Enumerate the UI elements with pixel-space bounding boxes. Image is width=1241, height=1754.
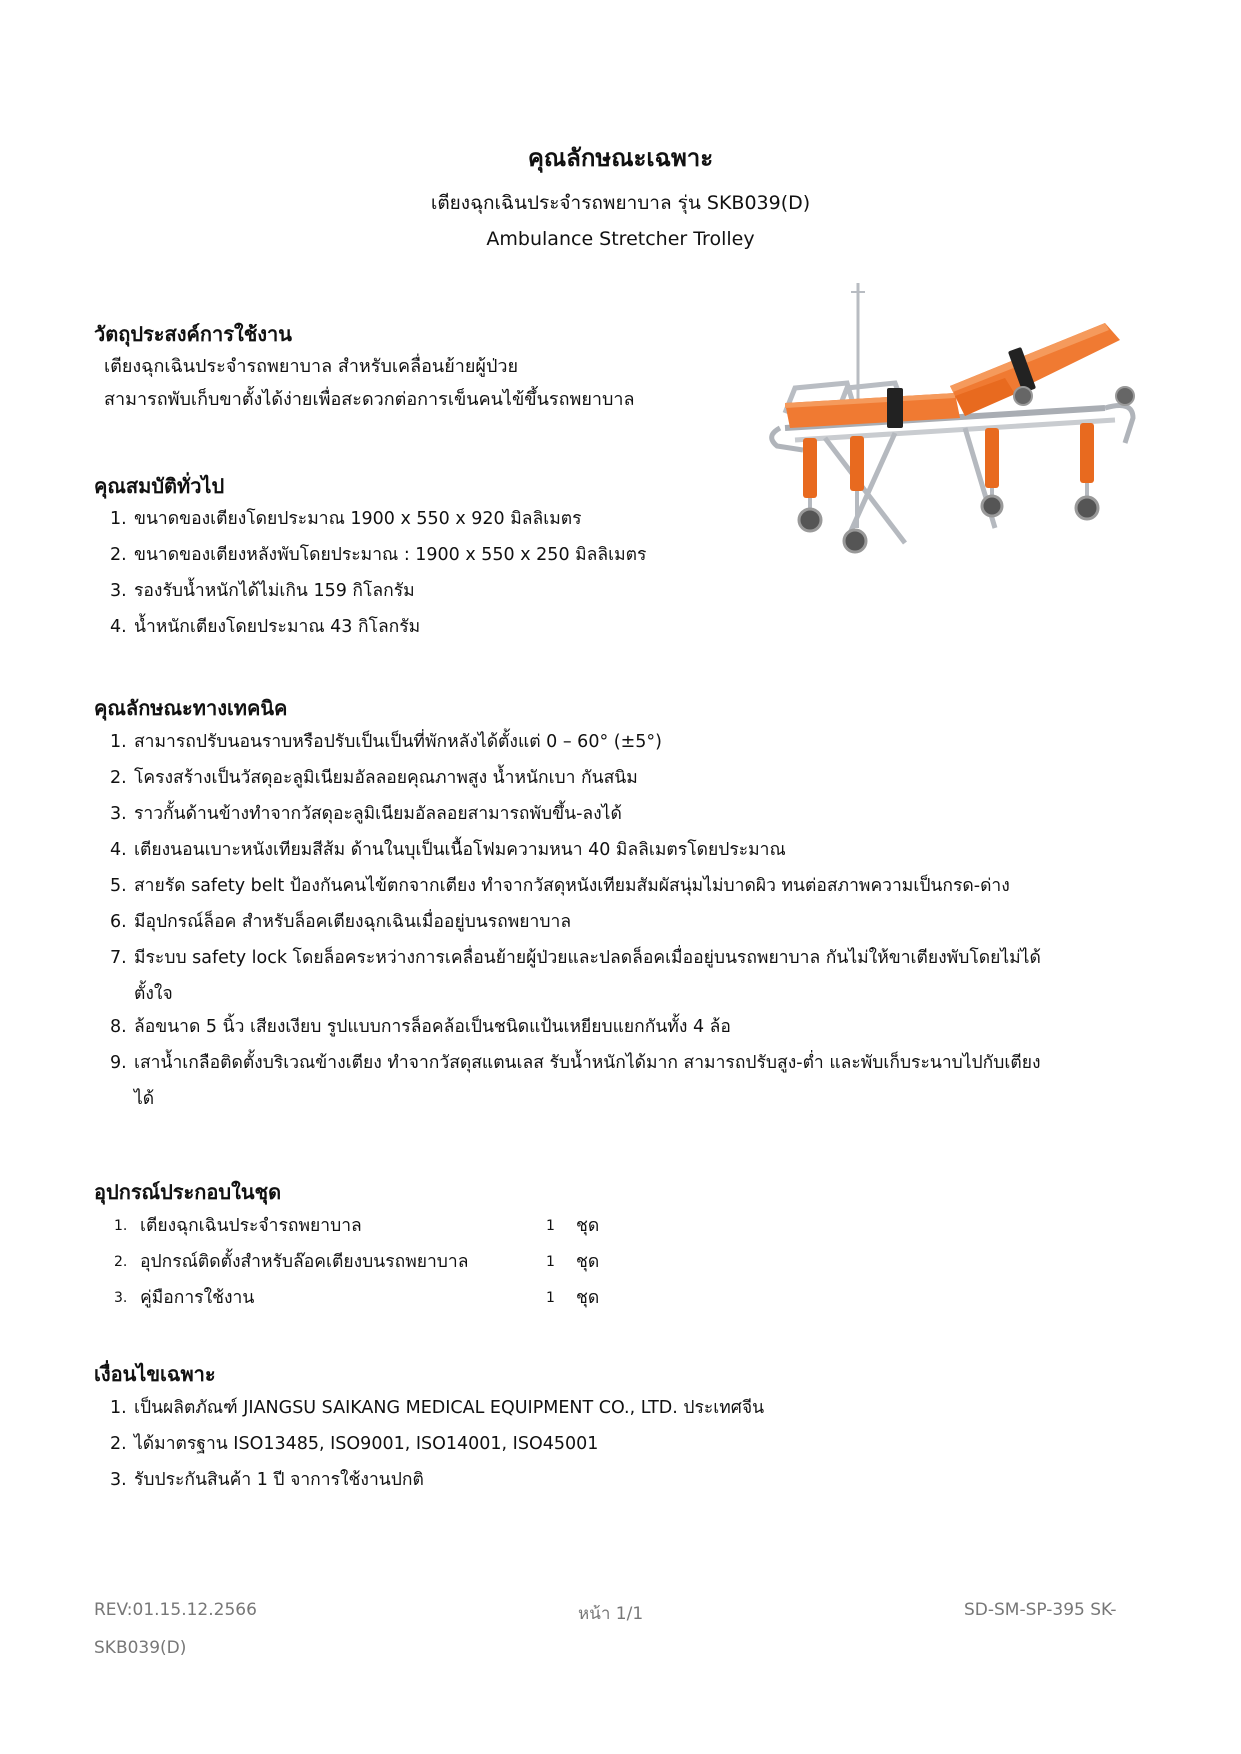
item-text: รองรับน้ำหนักได้ไม่เกิน 159 กิโลกรัม (134, 581, 415, 601)
list-item (94, 832, 1041, 868)
item-number: 6. (110, 912, 127, 932)
item-text: ขนาดของเตียงโดยประมาณ 1900 x 550 x 920 มิลลิเมตร (134, 509, 582, 529)
item-number: 1. (110, 509, 127, 529)
item-number: 3. (110, 804, 127, 824)
item-number: 1. (110, 732, 127, 752)
document-code-continued: SKB039(D) (94, 1638, 187, 1658)
document-code: SD-SM-SP-395 SK- (964, 1600, 1117, 1620)
item-text: เสาน้ำเกลือติดตั้งบริเวณข้างเตียง ทำจากวัสดุสแตนเลส รับน้ำหนักได้มาก สามารถปรับสูง-ต่ำ และพับเก็บระนาบไปกับเตียง (134, 1053, 1041, 1073)
kit-unit: ชุด (576, 1288, 600, 1308)
item-number: 3. (110, 581, 127, 601)
product-name-english: Ambulance Stretcher Trolley (486, 228, 755, 250)
revision-code: REV:01.15.12.2566 (94, 1600, 257, 1620)
page-number: หน้า 1/1 (578, 1604, 644, 1624)
purpose-heading: วัตถุประสงค์การใช้งาน (94, 322, 292, 346)
item-text: มีอุปกรณ์ล็อค สำหรับล็อคเตียงฉุกเฉินเมื่ออยู่บนรถพยาบาล (134, 912, 572, 932)
item-text: ล้อขนาด 5 นิ้ว เสียงเงียบ รูปแบบการล็อคล้อเป็นชนิดแป้นเหยียบแยกกันทั้ง 4 ล้อ (134, 1017, 731, 1037)
item-text: สายรัด safety belt ป้องกันคนไข้ตกจากเตียง ทำจากวัสดุหนังเทียมสัมผัสนุ่มไม่บาดผิว ทนต่อสภาพความเป็นกรด-ด่าง (134, 876, 1010, 896)
item-number: 2. (110, 1434, 127, 1454)
list-item (94, 796, 1041, 832)
kit-heading: อุปกรณ์ประกอบในชุด (94, 1180, 282, 1204)
kit-number: 3. (114, 1290, 128, 1306)
kit-quantity: 1 (546, 1218, 555, 1234)
kit-number: 2. (114, 1254, 128, 1270)
list-item (94, 940, 1041, 1009)
purpose-line: สามารถพับเก็บขาตั้งได้ง่ายเพื่อสะดวกต่อการเข็นคนไข้ขึ้นรถพยาบาล (104, 389, 635, 410)
product-name-thai: เตียงฉุกเฉินประจำรถพยาบาล รุ่น SKB039(D) (430, 192, 811, 214)
item-text: รับประกันสินค้า 1 ปี จาการใช้งานปกติ (134, 1470, 424, 1490)
kit-unit: ชุด (576, 1252, 600, 1272)
item-text: เตียงนอนเบาะหนังเทียมสีส้ม ด้านในบุเป็นเนื้อโฟมความหนา 40 มิลลิเมตรโดยประมาณ (134, 840, 786, 860)
list-item (94, 724, 1041, 760)
item-number: 5. (110, 876, 127, 896)
list-item (94, 868, 1041, 904)
item-text: สามารถปรับนอนราบหรือปรับเป็นเป็นที่พักหลังได้ตั้งแต่ 0 – 60° (±5°) (134, 732, 662, 752)
kit-quantity: 1 (546, 1290, 555, 1306)
list-item (94, 609, 646, 645)
list-item (94, 1045, 1041, 1114)
list-item (94, 760, 1041, 796)
item-number: 3. (110, 1470, 127, 1490)
general-heading: คุณสมบัติทั่วไป (94, 474, 225, 498)
kit-unit: ชุด (576, 1216, 600, 1236)
item-text: น้ำหนักเตียงโดยประมาณ 43 กิโลกรัม (134, 617, 421, 637)
conditions-list (94, 1390, 764, 1498)
item-text: มีระบบ safety lock โดยล็อคระหว่างการเคลื่อนย้ายผู้ป่วยและปลดล็อคเมื่ออยู่บนรถพยาบาล กันไม่ให้ขาเตียงพับโดยไม่ได้ (134, 948, 1041, 968)
item-text: เป็นผลิตภัณฑ์ JIANGSU SAIKANG MEDICAL EQUIPMENT CO., LTD. ประเทศจีน (134, 1398, 765, 1418)
document-title: คุณลักษณะเฉพาะ (527, 144, 714, 172)
purpose-line: เตียงฉุกเฉินประจำรถพยาบาล สำหรับเคลื่อนย้ายผู้ป่วย (104, 356, 519, 377)
item-text: ราวกั้นด้านข้างทำจากวัสดุอะลูมิเนียมอัลลอยสามารถพับขึ้น-ลงได้ (134, 804, 622, 824)
kit-number: 1. (114, 1218, 128, 1234)
item-text: ได้มาตรฐาน ISO13485, ISO9001, ISO14001, ISO45001 (134, 1434, 599, 1454)
item-number: 2. (110, 768, 127, 788)
item-text-continued: ได้ (134, 1089, 155, 1109)
item-number: 8. (110, 1017, 127, 1037)
kit-item-name: คู่มือการใช้งาน (140, 1288, 255, 1308)
list-item (94, 501, 646, 537)
list-item (94, 1390, 764, 1426)
technical-heading: คุณลักษณะทางเทคนิค (94, 696, 288, 720)
stretcher-product-image (755, 278, 1155, 623)
list-item (94, 573, 646, 609)
item-text: โครงสร้างเป็นวัสดุอะลูมิเนียมอัลลอยคุณภาพสูง น้ำหนักเบา กันสนิม (134, 768, 638, 788)
general-list (94, 501, 646, 645)
list-item (94, 1426, 764, 1462)
list-item (94, 1009, 1041, 1045)
technical-list (94, 724, 1041, 1114)
list-item (94, 1462, 764, 1498)
conditions-heading: เงื่อนไขเฉพาะ (94, 1362, 216, 1386)
item-text: ขนาดของเตียงหลังพับโดยประมาณ : 1900 x 550 x 250 มิลลิเมตร (134, 545, 647, 565)
item-number: 7. (110, 948, 127, 968)
list-item (94, 904, 1041, 940)
item-number: 9. (110, 1053, 127, 1073)
kit-item-name: อุปกรณ์ติดตั้งสำหรับล๊อคเตียงบนรถพยาบาล (140, 1252, 469, 1272)
kit-quantity: 1 (546, 1254, 555, 1270)
item-number: 4. (110, 617, 127, 637)
kit-item-name: เตียงฉุกเฉินประจำรถพยาบาล (140, 1216, 362, 1236)
item-text-continued: ตั้งใจ (134, 984, 173, 1004)
item-number: 4. (110, 840, 127, 860)
item-number: 2. (110, 545, 127, 565)
item-number: 1. (110, 1398, 127, 1418)
purpose-text (104, 350, 635, 416)
list-item (94, 537, 646, 573)
